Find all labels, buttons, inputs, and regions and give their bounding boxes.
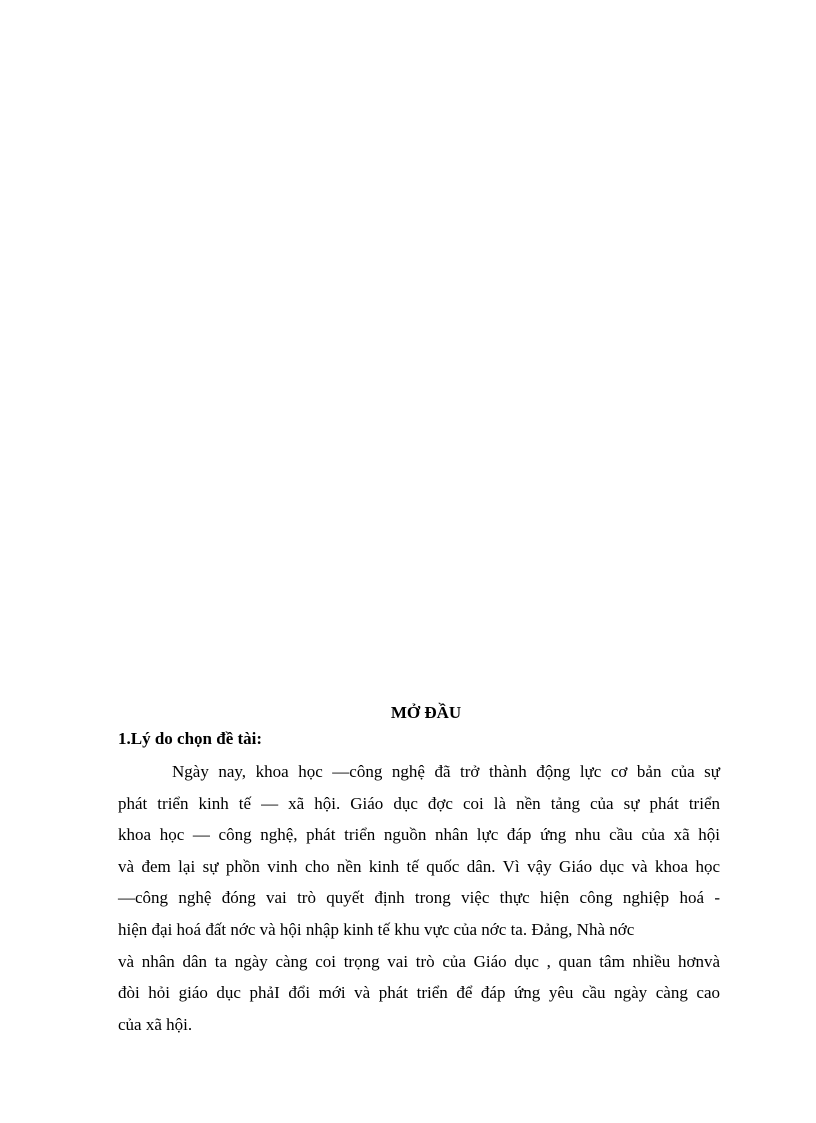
- body-paragraph: [118, 756, 720, 1040]
- page-heading: MỞ ĐẦU: [390, 703, 462, 722]
- paragraph-line: phát triển kinh tế — xã hội. Giáo dục đợc coi là nền tảng của sự phát triển: [118, 793, 720, 813]
- paragraph-line: đòi hỏi giáo dục phảI đổi mới và phát triển để đáp ứng yêu cầu ngày càng cao: [118, 983, 720, 1003]
- paragraph-line: của xã hội.: [118, 1014, 193, 1034]
- paragraph-line: —công nghệ đóng vai trò quyết định trong việc thực hiện công nghiệp hoá -: [118, 888, 720, 908]
- paragraph-line: Ngày nay, khoa học —công nghệ đã trở thành động lực cơ bản của sự: [172, 762, 720, 781]
- section-title: 1.Lý do chọn đề tài:: [118, 729, 263, 748]
- paragraph-line: và nhân dân ta ngày càng coi trọng vai trò của Giáo dục , quan tâm nhiều hơnvà: [118, 951, 720, 971]
- document-body: [118, 700, 720, 1040]
- paragraph-line: khoa học — công nghệ, phát triển nguồn nhân lực đáp ứng nhu cầu của xã hội: [118, 825, 720, 845]
- paragraph-line: hiện đại hoá đất nớc và hội nhập kinh tế khu vực của nớc ta. Đảng, Nhà nớc: [118, 919, 635, 939]
- paragraph-line: và đem lại sự phồn vinh cho nền kinh tế quốc dân. Vì vậy Giáo dục và khoa học: [118, 856, 720, 876]
